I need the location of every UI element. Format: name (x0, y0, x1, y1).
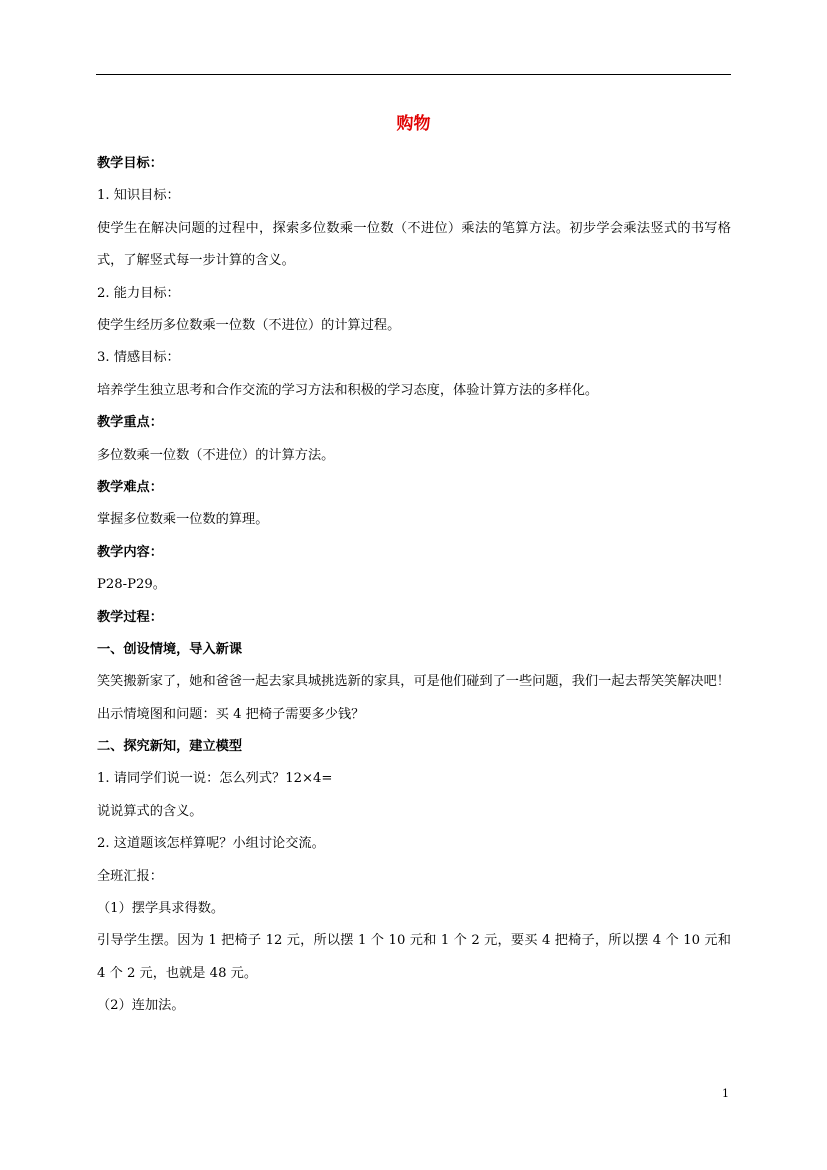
section-heading: 教学目标： (97, 156, 163, 171)
paragraph: 说说算式的含义。 (97, 803, 203, 819)
section-heading: 教学重点： (97, 415, 163, 431)
section-heading: 教学内容： (97, 544, 163, 560)
paragraph: 全班汇报： (97, 868, 163, 884)
section-heading: 教学难点： (97, 479, 163, 495)
paragraph: 掌握多位数乘一位数的算理。 (97, 512, 269, 528)
paragraph: 培养学生独立思考和合作交流的学习方法和积极的学习态度，体验计算方法的多样化。 (97, 382, 599, 398)
paragraph: P28-P29。 (97, 577, 166, 593)
paragraph: 2. 能力目标： (97, 285, 180, 301)
document-title: 购物 (396, 114, 431, 134)
paragraph: 出示情境图和问题：买 4 把椅子需要多少钱？ (97, 706, 365, 722)
paragraph: 1. 知识目标： (97, 188, 180, 204)
paragraph: 使学生在解决问题的过程中，探索多位数乘一位数（不进位）乘法的笔算方法。初步学会乘法竖式的书写格式，了解竖式每一步计算的含义。 (97, 220, 731, 269)
page-number: 1 (722, 1087, 729, 1100)
paragraph: （2）连加法。 (97, 998, 185, 1014)
paragraph: 使学生经历多位数乘一位数（不进位）的计算过程。 (97, 317, 401, 333)
paragraph: 3. 情感目标： (97, 350, 180, 366)
paragraph: 笑笑搬新家了，她和爸爸一起去家具城挑选新的家具，可是他们碰到了一些问题，我们一起去帮笑笑解决吧！ (97, 674, 730, 690)
paragraph: （1）摆学具求得数。 (97, 901, 225, 917)
document-body (97, 148, 731, 1023)
section-heading: 教学过程： (97, 609, 163, 625)
section-heading: 一、创设情境，导入新课 (97, 641, 243, 657)
paragraph: 引导学生摆。因为 1 把椅子 12 元，所以摆 1 个 10 元和 1 个 2 元，要买 4 把椅子，所以摆 4 个 10 元和 4 个 2 元，也就是 48 元。 (97, 933, 731, 981)
paragraph: 2. 这道题该怎样算呢？小组讨论交流。 (97, 836, 325, 852)
paragraph: 1. 请同学们说一说：怎么列式？12×4= (97, 771, 333, 787)
paragraph: 多位数乘一位数（不进位）的计算方法。 (97, 447, 335, 463)
section-heading: 二、探究新知，建立模型 (97, 739, 243, 755)
header-rule (96, 74, 731, 75)
